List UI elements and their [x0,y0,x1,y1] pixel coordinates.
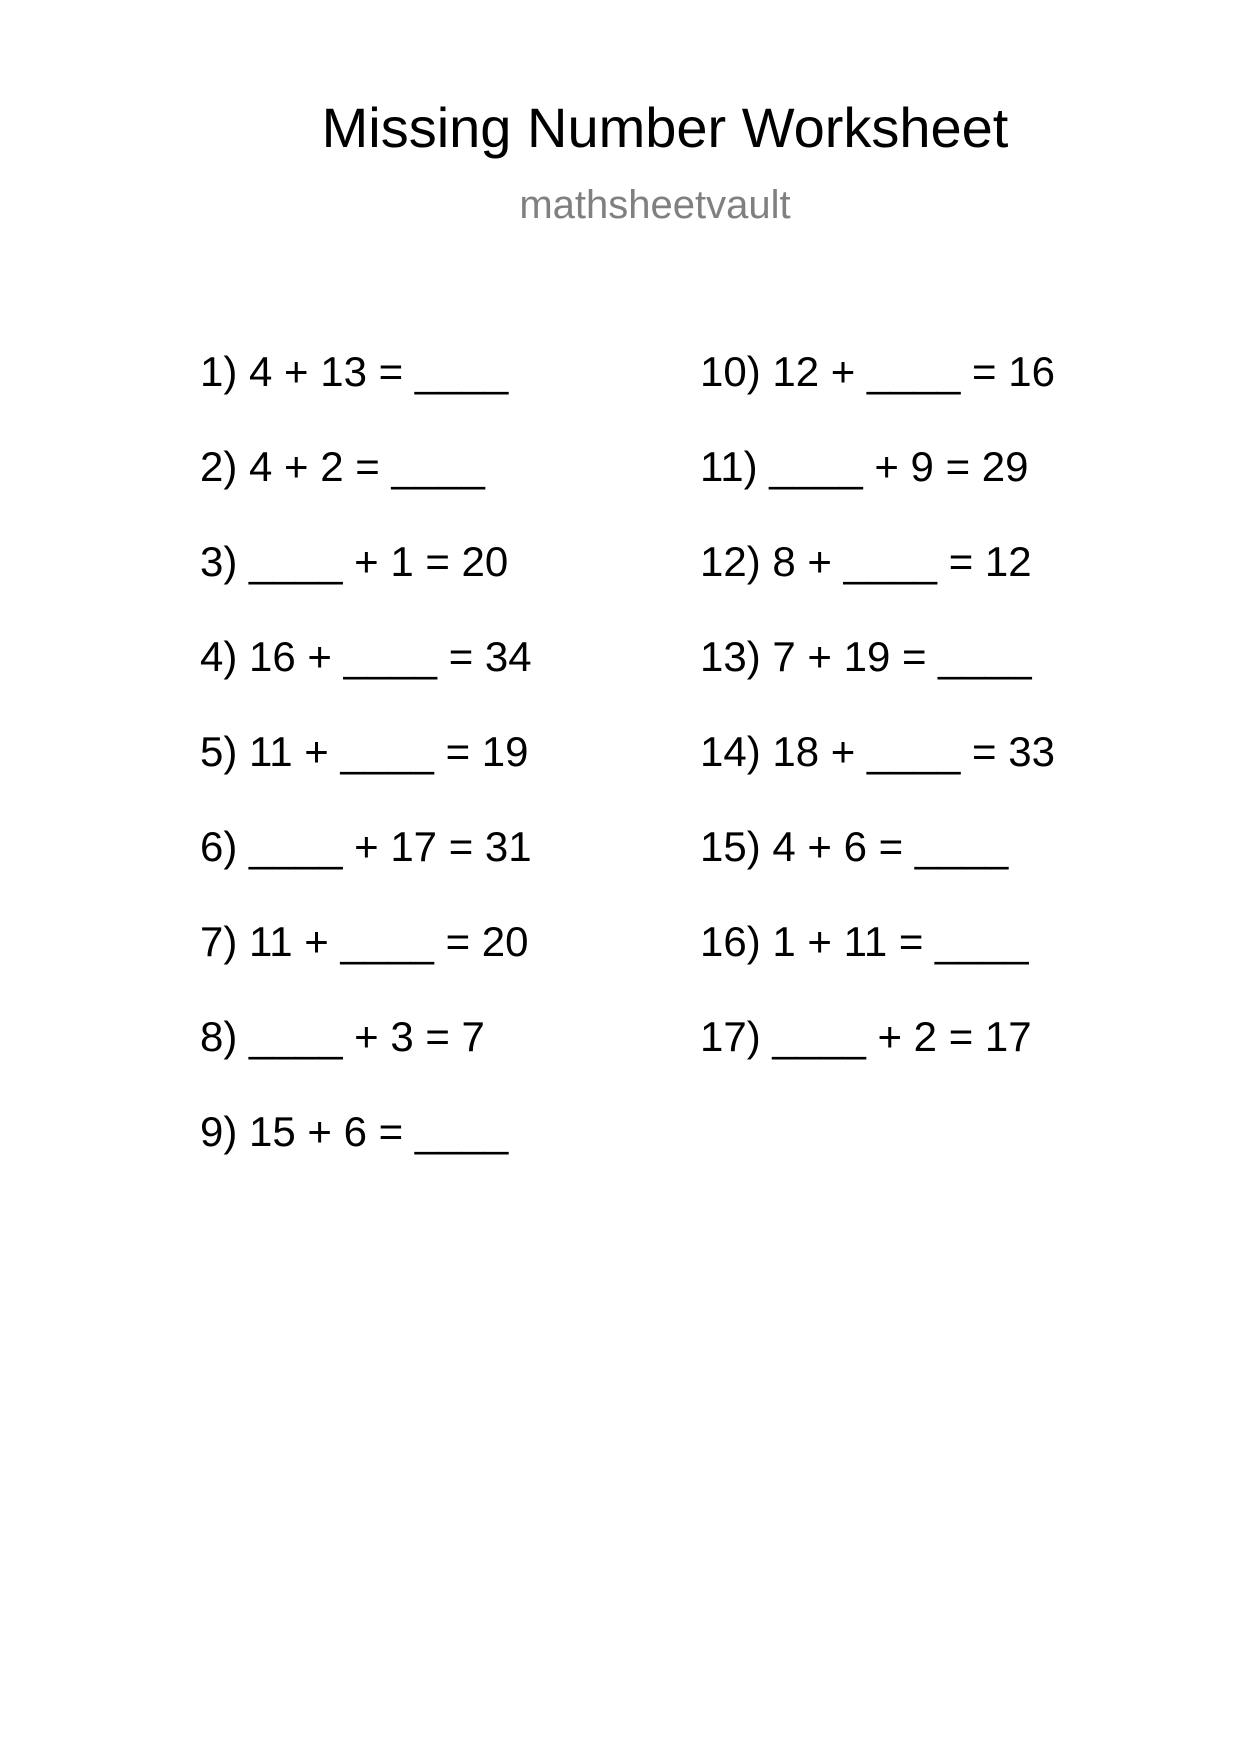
problem-11: 11) ____ + 9 = 29 [700,443,1029,490]
problem-1: 1) 4 + 13 = ____ [200,348,509,395]
problem-2: 2) 4 + 2 = ____ [200,443,485,490]
problem-4: 4) 16 + ____ = 34 [200,633,532,680]
problem-15: 15) 4 + 6 = ____ [700,823,1009,870]
problem-14: 14) 18 + ____ = 33 [700,728,1055,775]
worksheet-title: Missing Number Worksheet [321,96,1009,159]
problem-10: 10) 12 + ____ = 16 [700,348,1055,395]
problem-16: 16) 1 + 11 = ____ [700,918,1029,965]
problem-9: 9) 15 + 6 = ____ [200,1108,509,1155]
problem-12: 12) 8 + ____ = 12 [700,538,1032,585]
problem-5: 5) 11 + ____ = 19 [200,728,529,775]
problems-right-column [700,348,1055,1108]
problems-left-column [200,348,532,1203]
problem-17: 17) ____ + 2 = 17 [700,1013,1032,1060]
problem-6: 6) ____ + 17 = 31 [200,823,532,870]
problem-8: 8) ____ + 3 = 7 [200,1013,485,1060]
worksheet-source: mathsheetvault [519,183,791,227]
problem-13: 13) 7 + 19 = ____ [700,633,1032,680]
problem-3: 3) ____ + 1 = 20 [200,538,509,585]
problem-7: 7) 11 + ____ = 20 [200,918,529,965]
